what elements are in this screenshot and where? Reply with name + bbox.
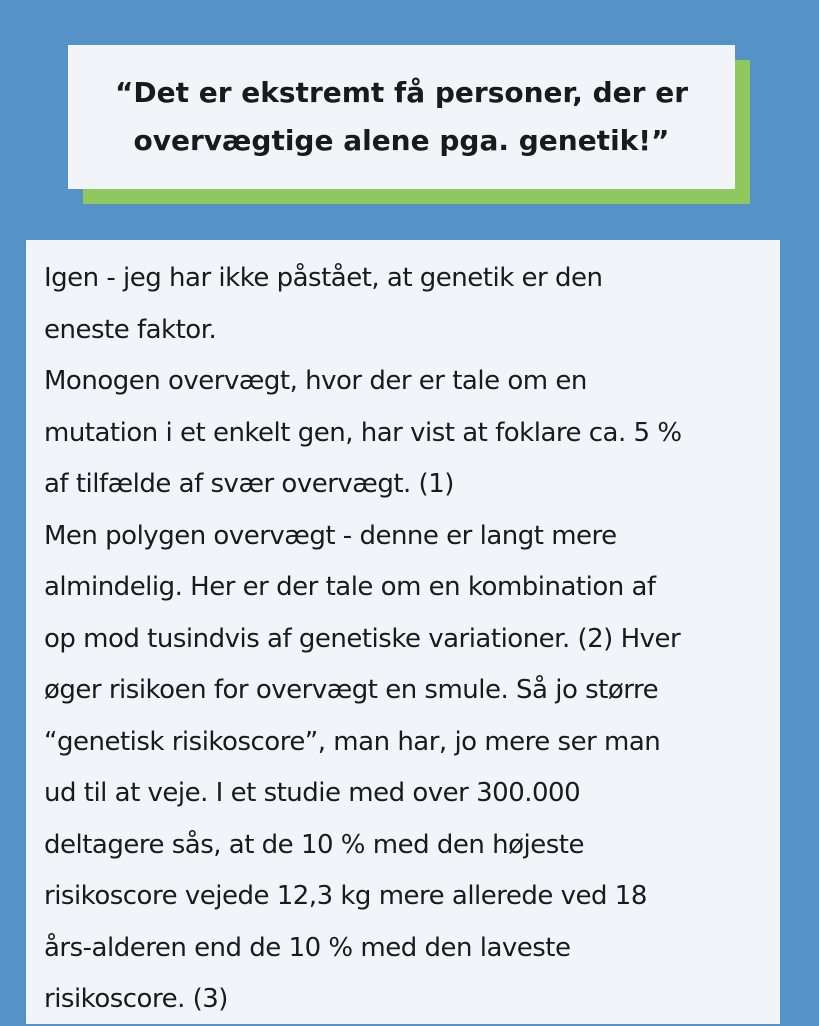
text-line: almindelig. Her er der tale om en kombination af <box>44 572 656 602</box>
text-line: Monogen overvægt, hvor der er tale om en <box>44 366 587 396</box>
text-line: ud til at veje. I et studie med over 300.000 <box>44 778 581 808</box>
body-text-card <box>26 240 780 1024</box>
quote-heading <box>115 69 688 165</box>
text-line: Igen - jeg har ikke påstået, at genetik er den <box>44 263 603 293</box>
quote-line: overvægtige alene pga. genetik!” <box>133 124 670 157</box>
quote-card <box>68 45 735 189</box>
text-line: eneste faktor. <box>44 314 217 345</box>
text-line: mutation i et enkelt gen, har vist at foklare ca. 5 % <box>44 417 682 448</box>
text-line: øger risikoen for overvægt en smule. Så jo større <box>44 675 659 705</box>
text-line: op mod tusindvis af genetiske variationer. (2) Hver <box>44 623 681 654</box>
paragraph-intro <box>44 253 770 356</box>
paragraph-monogenic <box>44 356 770 511</box>
text-line: risikoscore vejede 12,3 kg mere allerede ved 18 <box>44 881 647 911</box>
paragraph-polygenic <box>44 511 770 1026</box>
text-line: Men polygen overvægt - denne er langt mere <box>44 520 617 551</box>
text-line: “genetisk risikoscore”, man har, jo mere ser man <box>44 726 661 757</box>
text-line: deltagere sås, at de 10 % med den højeste <box>44 829 584 860</box>
text-line: risikoscore. (3) <box>44 984 228 1014</box>
quote-line: “Det er ekstremt få personer, der er <box>114 76 689 109</box>
text-line: af tilfælde af svær overvægt. (1) <box>44 469 454 499</box>
text-line: års-alderen end de 10 % med den laveste <box>44 932 571 963</box>
